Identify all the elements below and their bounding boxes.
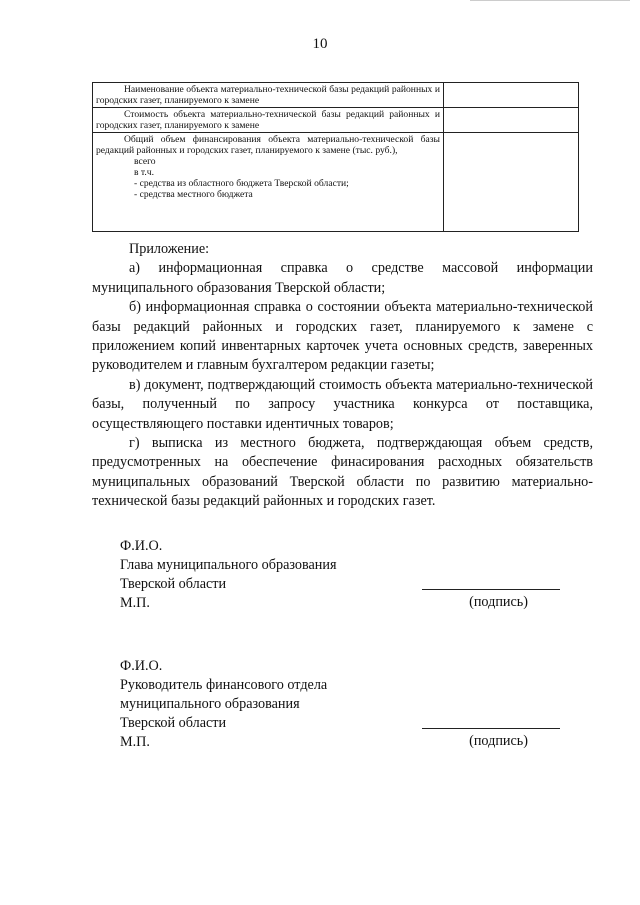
scan-edge-mark [470, 0, 630, 3]
table-row [93, 108, 579, 133]
table-cell-label [93, 133, 444, 232]
row-line: - средства местного бюджета [134, 189, 253, 200]
signature-block-finance [120, 657, 560, 757]
appendix-item-v: в) документ, подтверждающий стоимость объекта материально-технической базы, полученный по запросу участника конкурса от поставщика, осуществляющего поставки идентичных товаров; [92, 376, 593, 432]
row-label: Общий объем финансирования объекта материально-технической базы редакций районных и городских газет, планируемого к замене (тыс. руб.), [96, 134, 440, 156]
signature-caption: (подпись) [469, 594, 528, 610]
signature-line [422, 589, 560, 590]
appendix-item-g: г) выписка из местного бюджета, подтверждающая объем средств, предусмотренных на обеспечение финасирования расходных обязательств муниципальных образований Тверской области по развитию материально-технической базы редакций районных и городских газет. [92, 435, 593, 510]
signature-organization: муниципального образования [120, 696, 300, 712]
signature-stamp: М.П. [120, 595, 150, 611]
page-number: 10 [312, 36, 328, 52]
signature-stamp: М.П. [120, 734, 150, 750]
row-line: - средства из областного бюджета Тверской области; [134, 178, 349, 189]
table-row [93, 83, 579, 108]
signature-position: Руководитель финансового отдела [120, 677, 328, 693]
signature-line [422, 728, 560, 729]
appendix-section [92, 240, 593, 512]
signature-name: Ф.И.О. [120, 538, 163, 554]
appendix-item-b: б) информационная справка о состоянии объекта материально-технической базы редакций районных и городских газет, планируемого к замене с приложением копий инвентарных карточек учета основных средств, заверенных руководителем и главным бухгалтером редакции газеты; [92, 299, 593, 374]
row-line: всего [134, 156, 156, 167]
signature-block-head [120, 537, 560, 617]
signature-region: Тверской области [120, 576, 227, 592]
appendix-title: Приложение: [129, 241, 210, 257]
info-table [92, 82, 579, 232]
signature-position: Глава муниципального образования [120, 557, 337, 573]
row-label: Наименование объекта материально-технической базы редакций районных и городских газет, планируемого к замене [96, 84, 440, 106]
row-line: в т.ч. [134, 167, 155, 178]
signature-region: Тверской области [120, 715, 227, 731]
table-cell-value [444, 108, 579, 133]
row-label: Стоимость объекта материально-технической базы редакций районных и городских газет, планируемого к замене [96, 109, 440, 131]
table-cell-value [444, 83, 579, 108]
signature-name: Ф.И.О. [120, 658, 163, 674]
table-cell-label [93, 108, 444, 133]
table-row [93, 133, 579, 232]
table-cell-label [93, 83, 444, 108]
table-cell-value [444, 133, 579, 232]
appendix-item-a: а) информационная справка о средстве массовой информации муниципального образования Тверской области; [92, 260, 593, 296]
signature-caption: (подпись) [469, 733, 528, 749]
